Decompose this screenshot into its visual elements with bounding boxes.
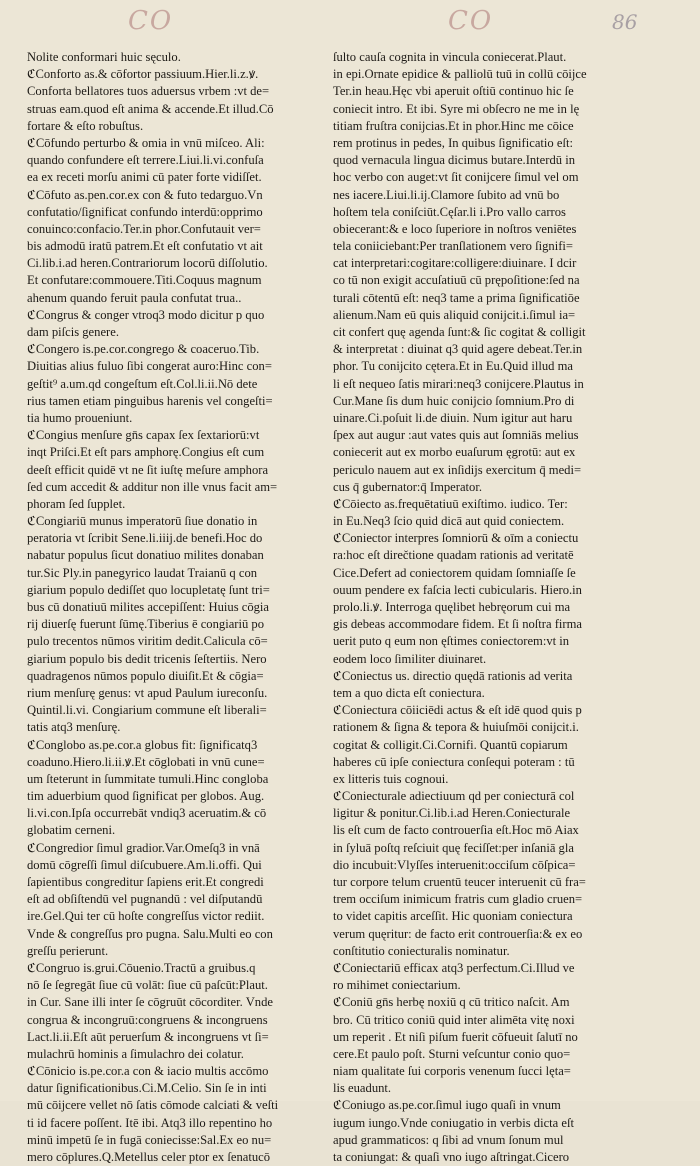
text-line: verum quęritur: de facto erit controuerſia:& ex eo xyxy=(333,926,583,941)
text-line: quadragenos nūmos populo diuiſit.Et & cōgia= xyxy=(27,668,264,683)
text-line: cat interpretari:cogitare:colligere:diuinare. I dcir xyxy=(333,256,577,271)
text-line: ℭCōfuto as.pen.cor.ex con & futo tedarguo.Vn xyxy=(27,187,263,202)
text-line: hoſtem tela coniſciūt.Cęſar.li i.Pro vallo carros xyxy=(333,204,566,219)
text-line: li eſt nequeo ſatis mirari:neq3 conijcere.Plautus in xyxy=(333,376,584,391)
text-line: conſtitutio coniecturalis nominatur. xyxy=(333,943,510,958)
text-line: nō ſe ſegregāt ſiue cū volāt: ſiue cū paſcūt:Plaut. xyxy=(27,978,268,993)
rubric-header-left: CO xyxy=(128,6,174,36)
text-line: in Cur. Sane illi inter ſe cōgruūt cōcorditer. Vnde xyxy=(27,995,273,1010)
text-line: Et confutare:commouere.Titi.Coquus magnum xyxy=(27,273,262,288)
text-line: tela coniiciebant:Per tranſlationem vero ſignifi= xyxy=(333,239,574,254)
text-line: giarium populo dediſſet quo locupletatę ſunt tri= xyxy=(27,582,270,597)
text-line: rem protinus in pedes, In quibus ſignificatio eſt: xyxy=(333,135,573,150)
text-line: hoc verbo con auget:vt ſit conijcere ſimul vel om xyxy=(333,170,579,185)
text-line: dio incubuit:Vlyſſes interuenit:occiſum cōſpica= xyxy=(333,857,576,872)
text-line: confutatio/ſignificat confundo interdū:opprimo xyxy=(27,204,263,219)
text-line: Vnde & congreſſus pro pugna. Salu.Multi eo con xyxy=(27,926,273,941)
text-line: rius tamen etiam pinguibus harenis vel congeſti= xyxy=(27,393,273,408)
text-line: co tū non exigit accuſatiuū cū prępoſitione:ſed na xyxy=(333,273,580,288)
text-line: ſapientibus congreditur ſapiens erit.Et congredi xyxy=(27,875,264,889)
text-line: bus cū donatiuū milites accepiſſent: Huius cōgia xyxy=(27,600,270,614)
text-line: in Eu.Neq3 ſcio quid dicā aut quid coniectem. xyxy=(333,514,565,529)
text-line: mero cōplures.Q.Metellus celer ptor ex ſenatucō xyxy=(27,1150,271,1164)
text-line: domū cōgreſſi ſimul diſcubuere.Am.li.offi. Qui xyxy=(27,857,262,872)
text-line: giarium populo bis dedit tricenis ſeſtertiis. Nero xyxy=(27,651,267,666)
text-line: mū cōijcere vellet nō ſatis cōmode calciati & veſti xyxy=(27,1098,279,1113)
text-line: ℭCongrus & conger vtroq3 modo dicitur p quo xyxy=(27,307,265,322)
text-line: nes iacere.Liui.li.ij.Clamore ſubito ad vnū bo xyxy=(333,187,560,202)
text-line: inqt Priſci.Et eſt pars amphorę.Congius eſt cum xyxy=(27,445,265,460)
text-line: Quintil.li.vi. Congiarium commune eſt liberali= xyxy=(27,703,267,718)
text-line: tem a quo dicta eſt coniectura. xyxy=(333,685,485,700)
text-line: struas eam.quod eſt anima & accende.Et illud.Cō xyxy=(27,101,274,116)
text-line: ſulto cauſa cognita in vincula coniecerat.Plaut. xyxy=(333,50,567,64)
text-line: quando confundere eſt terrere.Liui.li.vi.confuſa xyxy=(27,153,264,168)
text-line: ea ex receti morſu animi cū pater forte vidiſſet. xyxy=(27,170,262,185)
text-line: deeſt efficit quidē vt ne ſit iuſtę meſure amphora xyxy=(27,462,269,477)
text-line: coaduno.Hiero.li.ii.ꝟ.Et cōglobati in vnū cune= xyxy=(27,754,265,769)
text-line: ℭCōnicio is.pe.cor.a con & iacio multis accōmo xyxy=(27,1064,269,1079)
text-line: cit confert quę agenda ſunt:& ſic cogitat & colligit xyxy=(333,325,586,339)
text-line: dam piſcis genere. xyxy=(27,325,119,339)
text-line: in ſyluā poſtq reſciuit quę feciſſet:per inſaniā gla xyxy=(333,840,574,855)
text-line: titiam fruſtra conijcias.Et in phor.Hinc me cōice xyxy=(333,118,574,133)
text-line: ſpex aut augur :aut vates quis aut ſomniās melius xyxy=(333,428,579,443)
text-line: ſed cum accedit & additur non ille vnus facit am= xyxy=(27,479,278,494)
text-line: peratoria vt ſcribit Sene.li.iiij.de benefi.Hoc do xyxy=(27,531,263,546)
text-line: ℭCongruo is.grui.Cōuenio.Tractū a gruibus.q xyxy=(27,960,256,975)
text-line: obiecerant:& e loco ſuperiore in noſtros veniētes xyxy=(333,221,577,236)
text-line: cogitat & colligit.Ci.Cornifi. Quantū copiarum xyxy=(333,737,568,752)
text-line: coniecit intro. Et ibi. Syre mi obſecro ne me in lę xyxy=(333,101,580,116)
text-line: phoram ſed ſupplet. xyxy=(27,496,126,511)
text-line: alienum.Nam eū quis aliquid conijcit.i.ſimul ia= xyxy=(333,307,576,322)
text-line: ℭCongero is.pe.cor.congrego & coaceruo.Tib. xyxy=(27,342,260,357)
text-line: apud grammaticos: q ſibi ad vnum ſonum mul xyxy=(333,1132,564,1147)
text-line: ℭConiectariū efficax atq3 perfectum.Ci.Illud ve xyxy=(333,960,575,975)
text-line: ℭConiector interpres ſomniorū & oīm a coniectu xyxy=(333,531,579,546)
text-line: conuinco:confacio.Ter.in phor.Confutauit ver= xyxy=(27,221,261,236)
folio-number: 86 xyxy=(612,10,638,34)
text-line: ℭCōfundo perturbo & omia in vnū miſceo. Ali: xyxy=(27,135,265,150)
text-line: tia humo proueniunt. xyxy=(27,410,133,425)
text-line: niam qualitate ſui corporis venenum ſucci lęta= xyxy=(333,1064,571,1079)
text-line: turali cōtentū eſt: neq3 tame a prima ſignificatiōe xyxy=(333,290,580,305)
text-line: Ci.lib.i.ad heren.Contrariorum locorū diſſolutio. xyxy=(27,256,268,271)
text-line: geſtit⁹ a.um.qd congeſtum eſt.Col.li.ii.Nō dete xyxy=(27,376,258,391)
text-line: coniecerit aut ex morbo euaſurum ęgrotū: aut ex xyxy=(333,445,576,460)
text-line: Lact.li.ii.Eſt aūt peruerſum & incongruens vt ſi= xyxy=(27,1029,269,1044)
text-line: cus q̄ gubernator:q̄ Imperator. xyxy=(333,479,482,494)
text-line: ℭCongiariū munus imperatorū ſiue donatio in xyxy=(27,514,258,529)
text-line: periculo nauem aut ex inſidijs exercitum q̄ medi= xyxy=(333,462,582,477)
text-line: globatim cerneni. xyxy=(27,823,116,838)
text-line: Cur.Mane ſis dum huic conijcio ſomnium.Pro di xyxy=(333,393,575,408)
text-line: ℭCongius menſure gn̄s capax ſex ſextariorū:vt xyxy=(27,428,260,443)
text-line: tur corpore telum cruentū teucer interuenit cū fra= xyxy=(333,875,586,889)
text-line: li.vi.con.Ipſa occurrebāt vndiq3 aceruatim.& cō xyxy=(27,806,267,821)
text-line: ℭConiecturale adiectiuum qd per coniecturā col xyxy=(333,789,575,804)
text-line: bis admodū iratū patrem.Et eſt confutatio vt ait xyxy=(27,239,263,254)
text-line: tim aduerbium quod ſignificat per globos. Aug. xyxy=(27,789,265,804)
text-line: Conforta bellatores tuos aduersus vrbem :vt de= xyxy=(27,84,270,99)
text-line: fortare & eſto robuſtus. xyxy=(27,118,144,133)
text-line: Nolite conformari huic sęculo. xyxy=(27,50,181,64)
text-line: ℭConiugo as.pe.cor.ſimul iugo quaſi in vnum xyxy=(333,1098,561,1113)
text-line: ℭConglobo as.pe.cor.a globus fit: ſignificatq3 xyxy=(27,737,258,752)
text-line: gis debeas accommodare fidem. Et ſi noſtra firma xyxy=(333,617,582,632)
text-line: ℭConiectura cōiiciēdi actus & eſt idē quod quis p xyxy=(333,703,582,718)
text-line: ℭCōiecto as.frequētatiuū exiſtimo. iudico. Ter: xyxy=(333,496,568,511)
text-line: eodem loco ſimiliter diuinaret. xyxy=(333,651,487,666)
text-line: pulo trecentos nūmos viritim dedit.Calicula cō= xyxy=(27,634,268,649)
text-line: bro. Cū tritico coniū quid inter alimēta vitę noxi xyxy=(333,1012,575,1027)
rubric-header-right: CO xyxy=(448,6,494,36)
right-text-column xyxy=(333,49,613,1166)
text-line: nabatur populus ſicut donatiuo milites donaban xyxy=(27,548,264,563)
text-line: lis euadunt. xyxy=(333,1081,392,1096)
text-line: rium menſurę genus: vt apud Paulum iureconſu. xyxy=(27,685,268,700)
text-line: ro mihimet coniectarium. xyxy=(333,978,461,993)
text-line: congrua & incongruū:congruens & incongruens xyxy=(27,1012,268,1027)
text-line: ahenum quando feruit paula confutat trua.. xyxy=(27,290,242,305)
text-line: ti id facere poſſent. Itē ibi. Atq3 illo repentino ho xyxy=(27,1115,273,1130)
text-line: cere.Et paulo poſt. Sturni veſcuntur conio quo= xyxy=(333,1046,571,1061)
text-line: minū impetū ſe in fugā coniecisse:Sal.Ex eo nu= xyxy=(27,1132,272,1147)
text-line: ra:hoc eſt direčtione quadam rationis ad veritatē xyxy=(333,548,574,563)
text-line: um reperit . Et niſi piſum fuerit cōfueuit ſalutī no xyxy=(333,1029,578,1044)
text-line: rij diuerſę fuerunt ſūmę.Tiberius ē congiariū po xyxy=(27,617,265,632)
text-line: to videt capitis arceſſit. Hic quoniam coniectura xyxy=(333,909,573,924)
text-line: tatis atq3 menſurę. xyxy=(27,720,121,735)
text-line: phor. Tu conijcito cętera.Et in Eu.Quid illud ma xyxy=(333,359,573,374)
text-line: lis eſt cum de facto controuerſia eſt.Hoc mō Aiax xyxy=(333,823,579,838)
text-line: ℭConiectus us. directio quędā rationis ad verita xyxy=(333,668,573,683)
text-line: datur ſignificationibus.Ci.M.Celio. Sin ſe in inti xyxy=(27,1081,267,1096)
text-line: Cice.Defert ad coniectorem quidam ſomniaſſe ſe xyxy=(333,565,576,580)
text-line: ex litteris tuis cognoui. xyxy=(333,771,449,786)
text-line: uerit puto q eum non ęſtimes coniectorem:vt in xyxy=(333,634,570,649)
text-line: ℭConforto as.& cōfortor passiuum.Hier.li.z.ꝟ. xyxy=(27,67,259,82)
text-line: ℭConiū gn̄s herbę noxiū q cū tritico naſcit. Am xyxy=(333,995,570,1010)
text-line: um ſteterunt in ſummitate tumuli.Hinc congloba xyxy=(27,771,269,786)
text-line: uinare.Ci.poſuit li.de diuin. Num igitur aut haru xyxy=(333,410,573,425)
text-line: greſſu perierunt. xyxy=(27,943,109,958)
text-line: iugum iungo.Vnde coniugatio in verbis dicta eſt xyxy=(333,1115,574,1130)
text-line: ℭCongredior ſimul gradior.Var.Omeſq3 in vnā xyxy=(27,840,260,855)
text-line: mulachrū hominis a ſimulachro dei colatur. xyxy=(27,1046,244,1061)
text-line: Ter.in heau.Hęc vbi aperuit oſtiū continuo hic ſe xyxy=(333,84,574,99)
text-line: quod vernacula lingua dicimus butare.Interdū in xyxy=(333,153,576,168)
text-line: ligitur & ponitur.Ci.lib.i.ad Heren.Coniecturale xyxy=(333,806,571,821)
text-line: tur.Sic Ply.in panegyrico laudat Traianū q con xyxy=(27,565,258,580)
text-line: eſt ad obſiſtendū vel pugnandū : vel diſputandū xyxy=(27,892,263,907)
text-line: ire.Gel.Qui ter cū hoſte congreſſus victor rediit. xyxy=(27,909,265,924)
text-line: Diuitias alius fuluo ſibi congerat auro:Hinc con= xyxy=(27,359,272,374)
text-line: ouum pendere ex faſcia lecti cubicularis. Hiero.in xyxy=(333,582,582,597)
text-line: trem occiſum inimicum fratris cum gladio cruen= xyxy=(333,892,583,907)
text-line: ta coniungat: & quaſi vno iugo aſtringat.Cicero xyxy=(333,1150,570,1164)
left-text-column xyxy=(27,49,307,1166)
text-line: prolo.li.ꝟ. Interroga quęlibet hebręorum cui ma xyxy=(333,600,571,614)
text-line: & interpretat : diuinat q3 quid agere debeat.Ter.in xyxy=(333,342,583,357)
text-line: rationem & ſigna & tepora & huiuſmōi conijcit.i. xyxy=(333,720,579,735)
text-line: in epi.Ornate epidice & palliolū tuū in collū cōijce xyxy=(333,67,587,82)
text-line: haberes cū ipſe coniectura conſequi poteram : tū xyxy=(333,754,575,769)
